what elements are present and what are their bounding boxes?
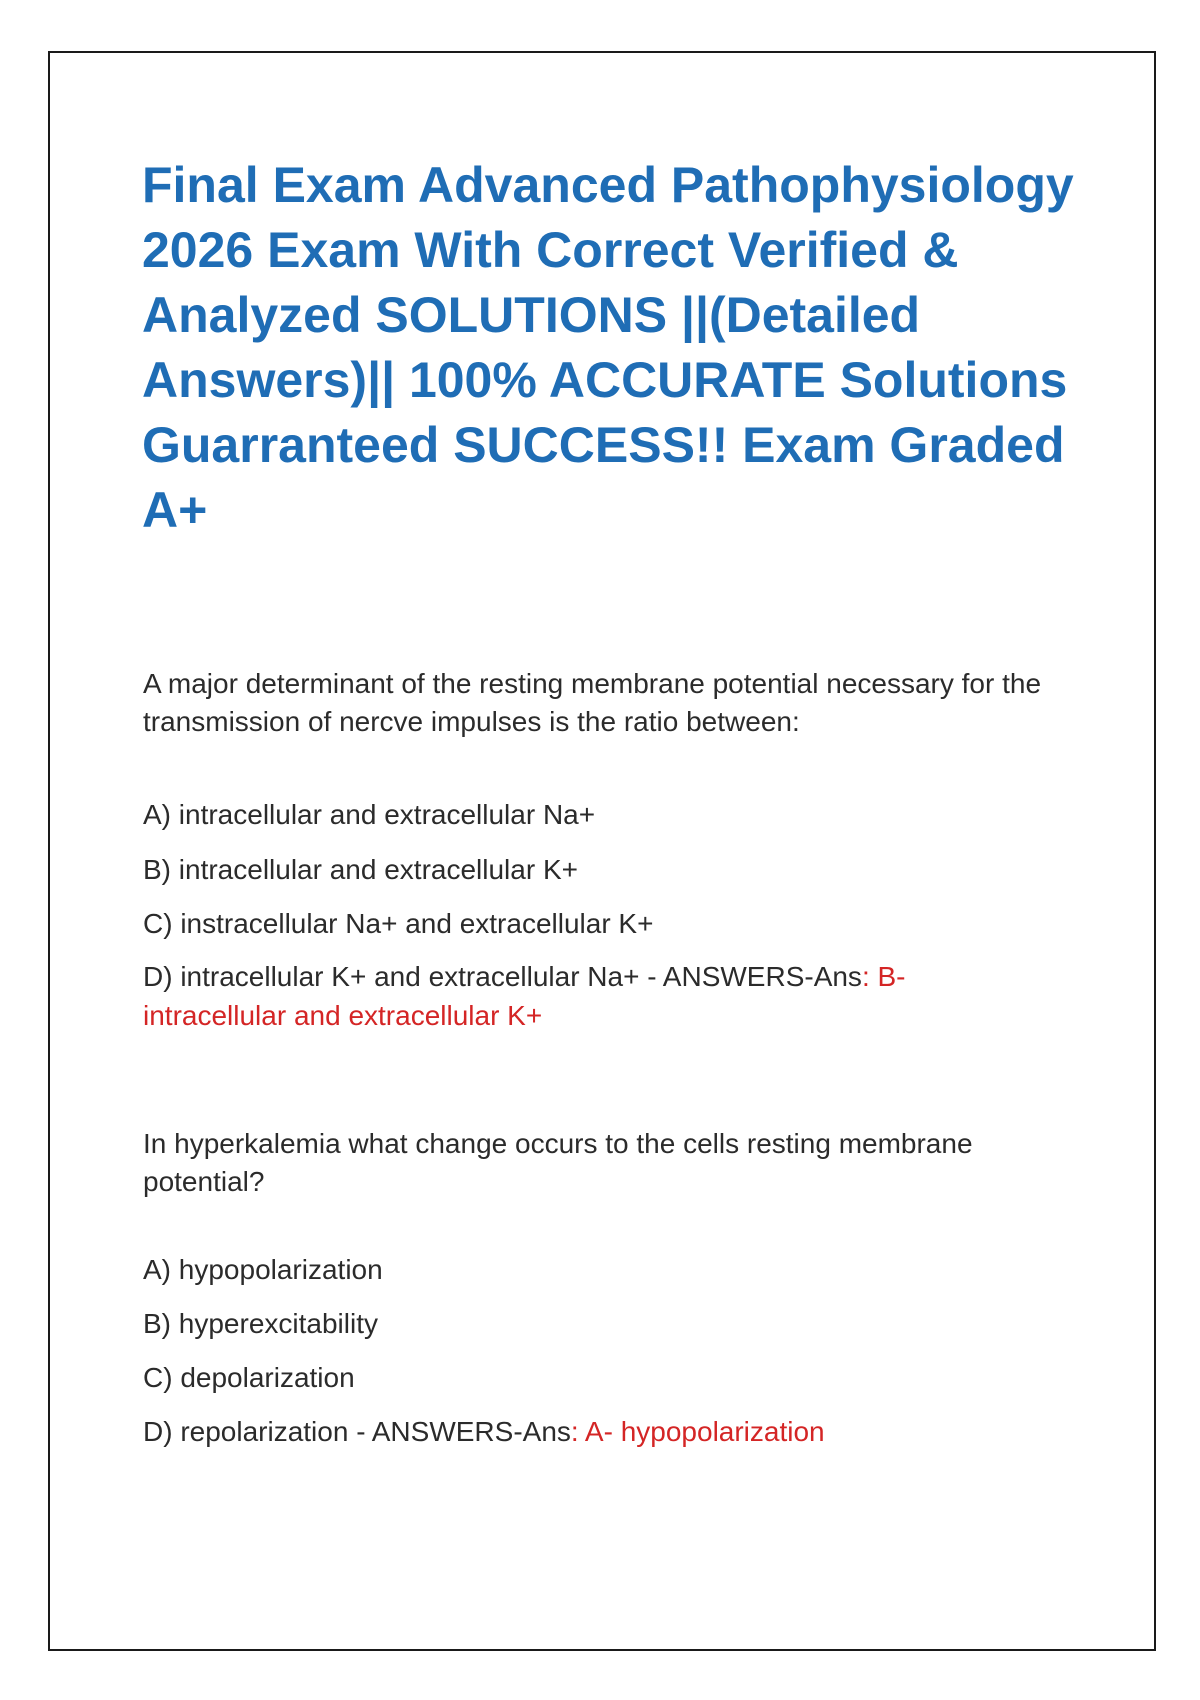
question-block-2 bbox=[143, 1125, 1063, 1485]
answer-separator: : bbox=[570, 1416, 585, 1447]
correct-answer: B- intracellular and extracellular K+ bbox=[143, 961, 906, 1031]
option-d-text: D) repolarization - ANSWERS-Ans bbox=[143, 1416, 571, 1447]
answer-separator: : bbox=[861, 961, 878, 992]
document-title bbox=[142, 153, 1074, 543]
title-line: 2026 Exam With Correct Verified & bbox=[142, 222, 959, 278]
option-d bbox=[143, 957, 1043, 1035]
option-c: C) instracellular Na+ and extracellular K+ bbox=[143, 908, 654, 939]
title-line: Guarranteed SUCCESS!! Exam Graded bbox=[142, 417, 1065, 473]
correct-answer: A- hypopolarization bbox=[584, 1416, 825, 1447]
option-d bbox=[143, 1412, 825, 1451]
document-page bbox=[48, 51, 1156, 1651]
title-line: A+ bbox=[142, 482, 208, 538]
title-line: Final Exam Advanced Pathophysiology bbox=[142, 157, 1074, 213]
option-a: A) intracellular and extracellular Na+ bbox=[143, 799, 596, 830]
option-a: A) hypopolarization bbox=[143, 1254, 383, 1285]
title-line: Answers)|| 100% ACCURATE Solutions bbox=[142, 352, 1068, 408]
question-block-1 bbox=[143, 665, 1063, 1031]
option-b: B) hyperexcitability bbox=[143, 1308, 378, 1339]
option-c: C) depolarization bbox=[143, 1362, 355, 1393]
option-d-text: D) intracellular K+ and extracellular Na+ - ANSWERS-Ans bbox=[143, 961, 862, 992]
title-line: Analyzed SOLUTIONS ||(Detailed bbox=[142, 287, 921, 343]
option-b: B) intracellular and extracellular K+ bbox=[143, 854, 578, 885]
question-text: In hyperkalemia what change occurs to the cells resting membrane potential? bbox=[143, 1128, 973, 1197]
question-text: A major determinant of the resting membrane potential necessary for the transmission of nercve impulses is the ratio between: bbox=[143, 668, 1042, 737]
